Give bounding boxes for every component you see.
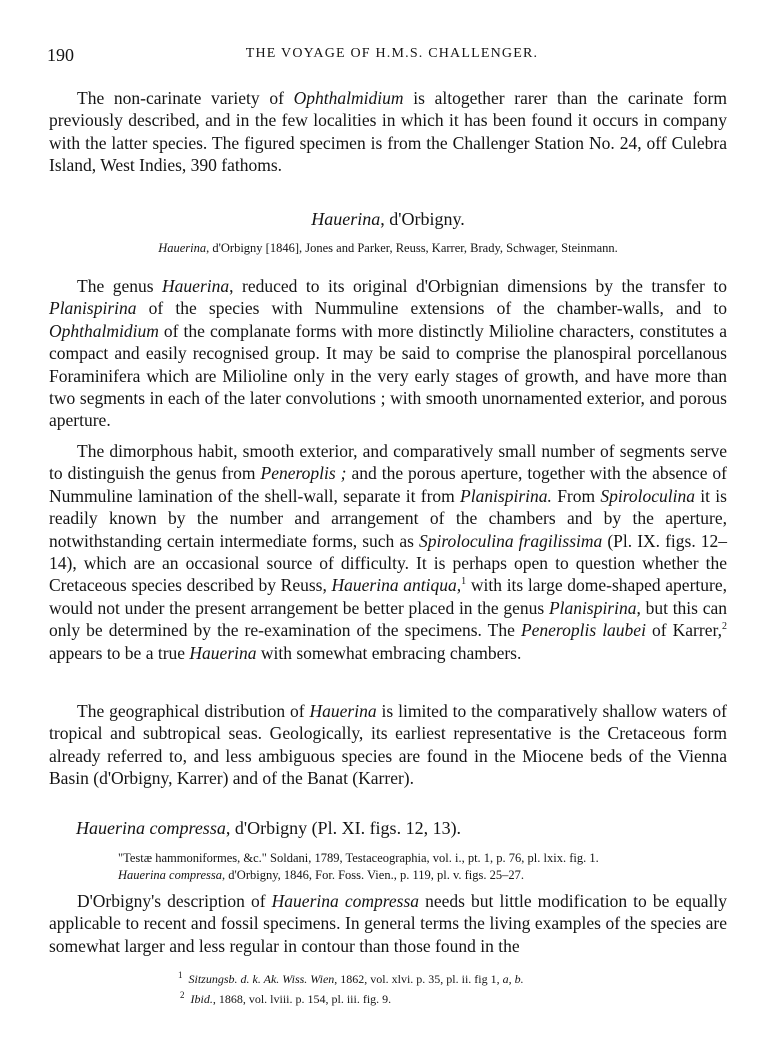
synonymy-list (118, 850, 718, 884)
page-header (47, 45, 737, 69)
footnote-2: $^2$ Ibid., 1868, vol. lviii. p. 154, pl. iii. fig. 9. (180, 990, 392, 1006)
synonymy-entry: Hauerina compressa, d'Orbigny, 1846, For. Foss. Vien., p. 119, pl. v. figs. 25–27. (118, 868, 525, 882)
footnote-ref-1: 1 (461, 576, 467, 588)
synonymy-entry: "Testæ hammoniformes, &c." Soldani, 1789, Testaceographia, vol. i., pt. 1, p. 76, pl. lxix. fig. 1. (118, 851, 599, 865)
paragraph-ophthalmidium: The non-carinate variety of Ophthalmidium is altogether rarer than the carinate form previously described, and in the few localities in which it has been found it occurs in company with the latter species. The figured specimen is from the Challenger Station No. 24, off Culebra Island, West Indies, 390 fathoms. (49, 88, 727, 176)
footnotes (178, 967, 738, 1007)
paragraph-distribution: The geographical distribution of Hauerina is limited to the comparatively shallow waters of tropical and subtropical seas. Geologically, its earliest representative is the Cretaceous form already referred to, and less ambiguous species are found in the Miocene beds of the Vienna Basin (d'Orbigny, Karrer) and of the Banat (Karrer). (49, 701, 727, 789)
paragraph-species-description: D'Orbigny's description of Hauerina compressa needs but little modification to be equally applicable to recent and fossil specimens. In general terms the living examples of the species are somewhat larger and less regular in contour than those found in the (49, 891, 727, 956)
footnote-ref-2: 2 (721, 621, 727, 633)
paragraph-genus-definition: The genus Hauerina, reduced to its original d'Orbignian dimensions by the transfer to Planispirina of the species with Nummuline extensions of the chamber-walls, and to Ophthalmidium of the complanate forms with more distinctly Milioline characters, constitutes a compact and easily recognised group. It may be said to comprise the planospiral porcellanous Foraminifera which are Milioline only in the very early stages of growth, and have more than two segments in each of the later convolutions ; with smooth unornamented exterior, and porous aperture. (49, 276, 727, 431)
species-heading: Hauerina compressa, d'Orbigny (Pl. XI. figs. 12, 13). (76, 818, 462, 838)
page-number: 190 (47, 45, 74, 65)
genus-heading: Hauerina, d'Orbigny. (311, 209, 465, 229)
paragraph-genus-distinction: The dimorphous habit, smooth exterior, and comparatively small number of segments serve to distinguish the genus from Peneroplis ; and the porous aperture, together with the absence of Nummuline lamination of the shell-wall, separate it from Planispirina. From Spiroloculina it is readily known by the number and arrangement of the chambers and by the aperture, notwithstanding certain intermediate forms, such as Spiroloculina fragilissima (Pl. IX. figs. 12–14), which are an occasional source of difficulty. It is perhaps open to question whether the Cretaceous species described by Reuss, Hauerina antiqua,$^1$ with its large dome-shaped aperture, would not under the present arrangement be better placed in the genus Planispirina, but this can only be determined by the re-examination of the specimens. The Peneroplis laubei of Karrer,$^2$ appears to be a true Hauerina with somewhat embracing chambers. (49, 441, 728, 663)
running-head: THE VOYAGE OF H.M.S. CHALLENGER. (245, 46, 539, 61)
footnote-1: $^1$ Sitzungsb. d. k. Ak. Wiss. Wien, 1862, vol. xlvi. p. 35, pl. ii. fig 1, a, b. (178, 970, 524, 986)
genus-authorities: Hauerina, d'Orbigny [1846], Jones and Parker, Reuss, Karrer, Brady, Schwager, Steinmann. (158, 241, 618, 255)
